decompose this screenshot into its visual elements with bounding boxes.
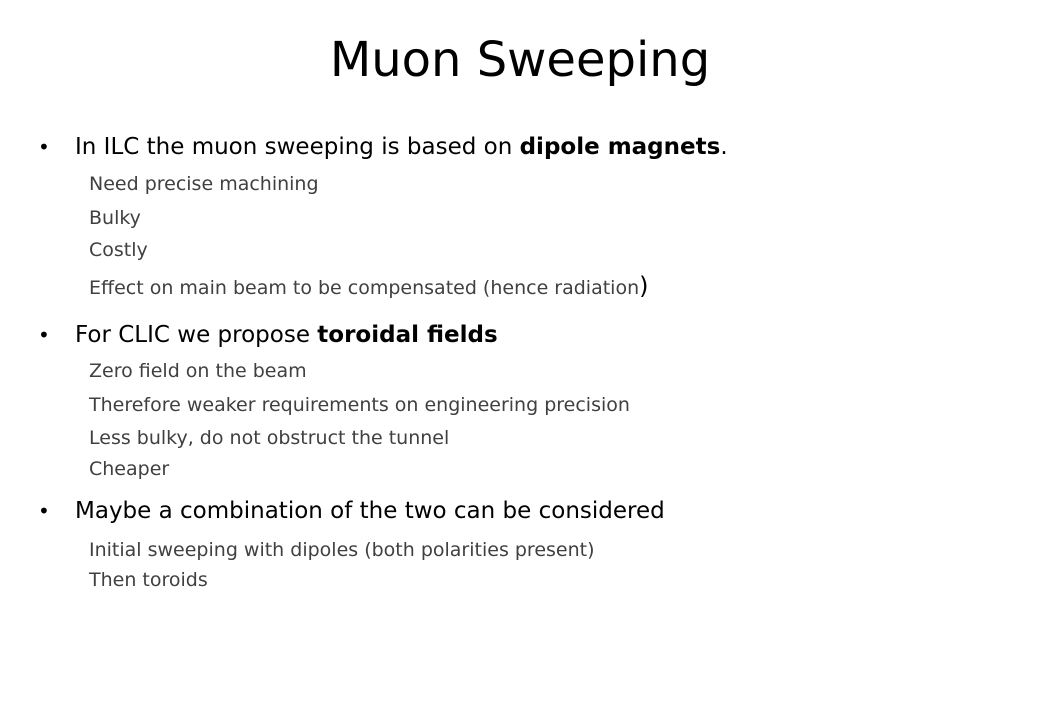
sub-item: Costly: [89, 239, 148, 261]
sub-item: Therefore weaker requirements on engineering precision: [89, 394, 630, 416]
sub-item: Then toroids: [89, 569, 208, 591]
bullet-marker: •: [38, 499, 50, 523]
sub-item: Need precise machining: [89, 173, 319, 195]
sub-item: Cheaper: [89, 458, 170, 480]
bullet-text: Maybe a combination of the two can be considered: [75, 498, 665, 524]
slide-title: Muon Sweeping: [329, 32, 711, 88]
bullet-marker: •: [38, 323, 50, 347]
sub-item: Less bulky, do not obstruct the tunnel: [89, 427, 450, 449]
sub-item: Zero field on the beam: [89, 360, 307, 382]
sub-item: Effect on main beam to be compensated (hence radiation): [89, 272, 649, 300]
bullet-emphasis: toroidal fields: [317, 322, 498, 348]
bullet-marker: •: [38, 135, 50, 159]
sub-item: Bulky: [89, 207, 141, 229]
bullet-emphasis: dipole magnets: [519, 134, 721, 160]
bullet-text: In ILC the muon sweeping is based on dipole magnets.: [75, 134, 728, 160]
bullet-text: For CLIC we propose toroidal fields: [75, 322, 498, 348]
sub-item: Initial sweeping with dipoles (both polarities present): [89, 539, 595, 561]
